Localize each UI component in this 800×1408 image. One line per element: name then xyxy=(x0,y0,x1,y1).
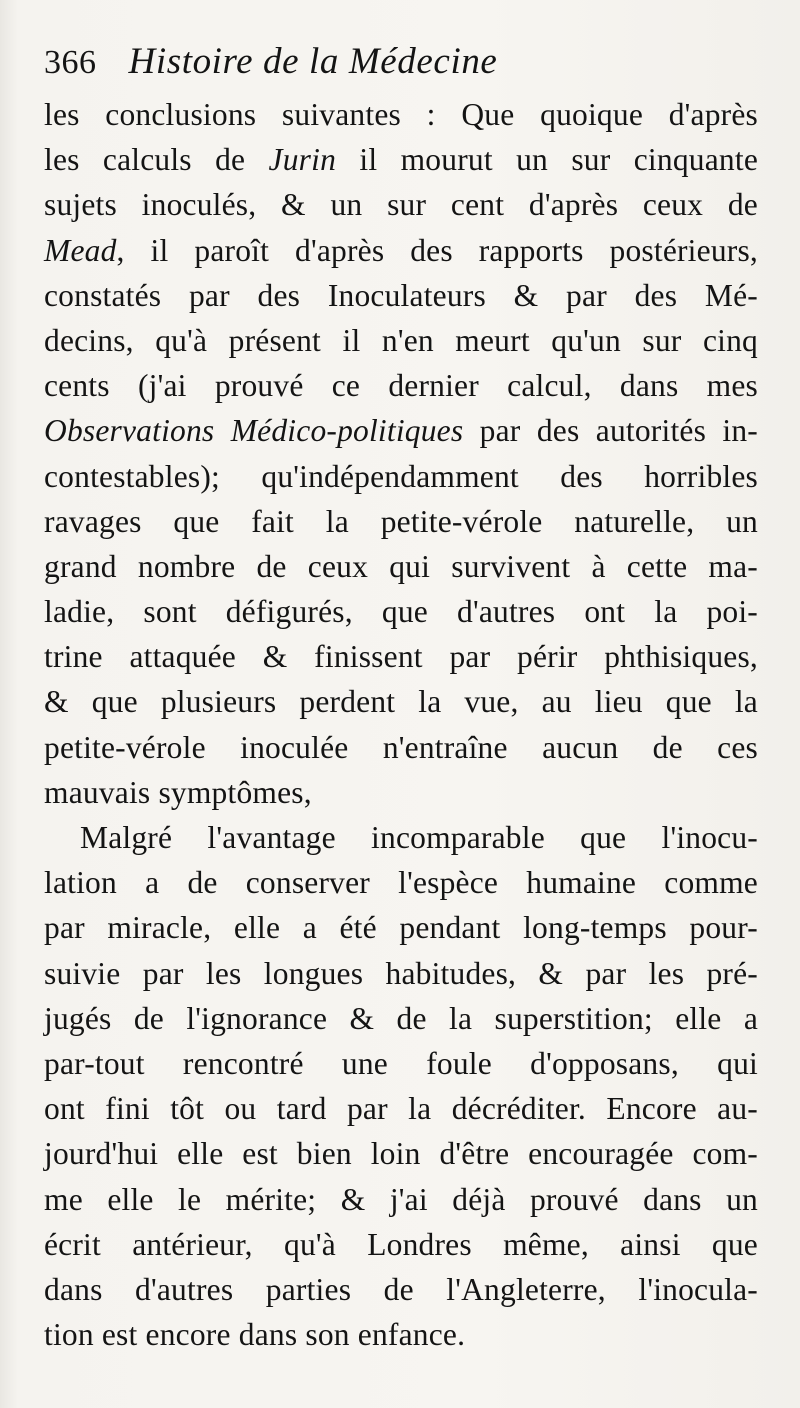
text-line xyxy=(44,228,758,273)
text-segment: & que plusieurs perdent la vue, au lieu que la xyxy=(44,684,758,720)
text-line xyxy=(44,815,758,860)
text-line xyxy=(44,182,758,227)
italic-text-segment: Jurin xyxy=(268,142,337,178)
text-segment: les calculs de xyxy=(44,142,269,178)
text-line xyxy=(44,1177,758,1222)
text-line xyxy=(44,589,758,634)
running-head: Histoire de la Médecine xyxy=(128,41,498,82)
italic-text-segment: Observations Médico-politiques xyxy=(44,413,464,449)
text-line xyxy=(44,273,758,318)
text-segment: ravages que fait la petite-vérole naturelle, un xyxy=(44,503,758,539)
text-segment: jourd'hui elle est bien loin d'être encouragée com- xyxy=(44,1136,758,1172)
text-segment: , il paroît d'après des rapports postérieurs, xyxy=(116,232,758,268)
text-line xyxy=(44,860,758,905)
text-line xyxy=(44,905,758,950)
text-segment: tion est encore dans son enfance. xyxy=(44,1317,466,1353)
text-line xyxy=(44,770,758,815)
text-segment: mauvais symptômes, xyxy=(44,774,312,810)
text-line xyxy=(44,499,758,544)
text-line xyxy=(44,454,758,499)
text-line xyxy=(44,92,758,137)
page-number: 366 xyxy=(44,44,97,81)
text-line xyxy=(44,1222,758,1267)
text-segment: dans d'autres parties de l'Angleterre, l'inocula- xyxy=(44,1271,758,1307)
text-segment: Malgré l'avantage incomparable que l'inocu- xyxy=(80,820,758,855)
text-line xyxy=(44,137,758,182)
text-line xyxy=(44,544,758,589)
text-segment: par miracle, elle a été pendant long-temps pour- xyxy=(44,910,758,946)
text-line xyxy=(44,1267,758,1312)
text-segment: constatés par des Inoculateurs & par des Mé- xyxy=(44,277,758,313)
text-segment: ladie, sont défigurés, que d'autres ont la poi- xyxy=(44,594,758,630)
text-segment: écrit antérieur, qu'à Londres même, ainsi que xyxy=(44,1226,758,1262)
text-line xyxy=(44,363,758,408)
text-segment: sujets inoculés, & un sur cent d'après ceux de xyxy=(44,187,758,223)
text-line xyxy=(44,996,758,1041)
text-segment: lation a de conserver l'espèce humaine comme xyxy=(44,865,758,901)
text-segment: petite-vérole inoculée n'entraîne aucun de ces xyxy=(44,729,758,765)
text-line xyxy=(44,634,758,679)
text-segment: jugés de l'ignorance & de la superstition; elle a xyxy=(44,1000,758,1036)
text-line xyxy=(44,408,758,453)
text-line xyxy=(44,318,758,363)
text-line xyxy=(44,1312,758,1357)
page-header xyxy=(44,40,764,92)
text-segment: cents (j'ai prouvé ce dernier calcul, dans mes xyxy=(44,368,758,404)
text-line xyxy=(44,1086,758,1131)
text-segment: par-tout rencontré une foule d'opposans, qui xyxy=(44,1045,758,1081)
text-line xyxy=(44,1131,758,1176)
text-segment: me elle le mérite; & j'ai déjà prouvé dans un xyxy=(44,1181,758,1217)
body-text xyxy=(44,92,758,1357)
text-segment: les conclusions suivantes : Que quoique d'après xyxy=(44,97,758,132)
text-line xyxy=(44,679,758,724)
text-segment: il mourut un sur cinquante xyxy=(336,142,758,178)
text-line xyxy=(44,1041,758,1086)
text-segment: contestables); qu'indépendamment des horribles xyxy=(44,458,758,494)
italic-text-segment: Mead xyxy=(44,232,117,268)
text-segment: decins, qu'à présent il n'en meurt qu'un sur cinq xyxy=(44,322,758,358)
text-line xyxy=(44,951,758,996)
text-line xyxy=(44,725,758,770)
text-segment: grand nombre de ceux qui survivent à cette ma- xyxy=(44,548,758,584)
text-segment: trine attaquée & finissent par périr phthisiques, xyxy=(44,639,758,675)
text-segment: suivie par les longues habitudes, & par les pré- xyxy=(44,955,758,991)
text-segment: ont fini tôt ou tard par la décréditer. Encore au- xyxy=(44,1091,758,1127)
text-segment: par des autorités in- xyxy=(463,413,758,449)
